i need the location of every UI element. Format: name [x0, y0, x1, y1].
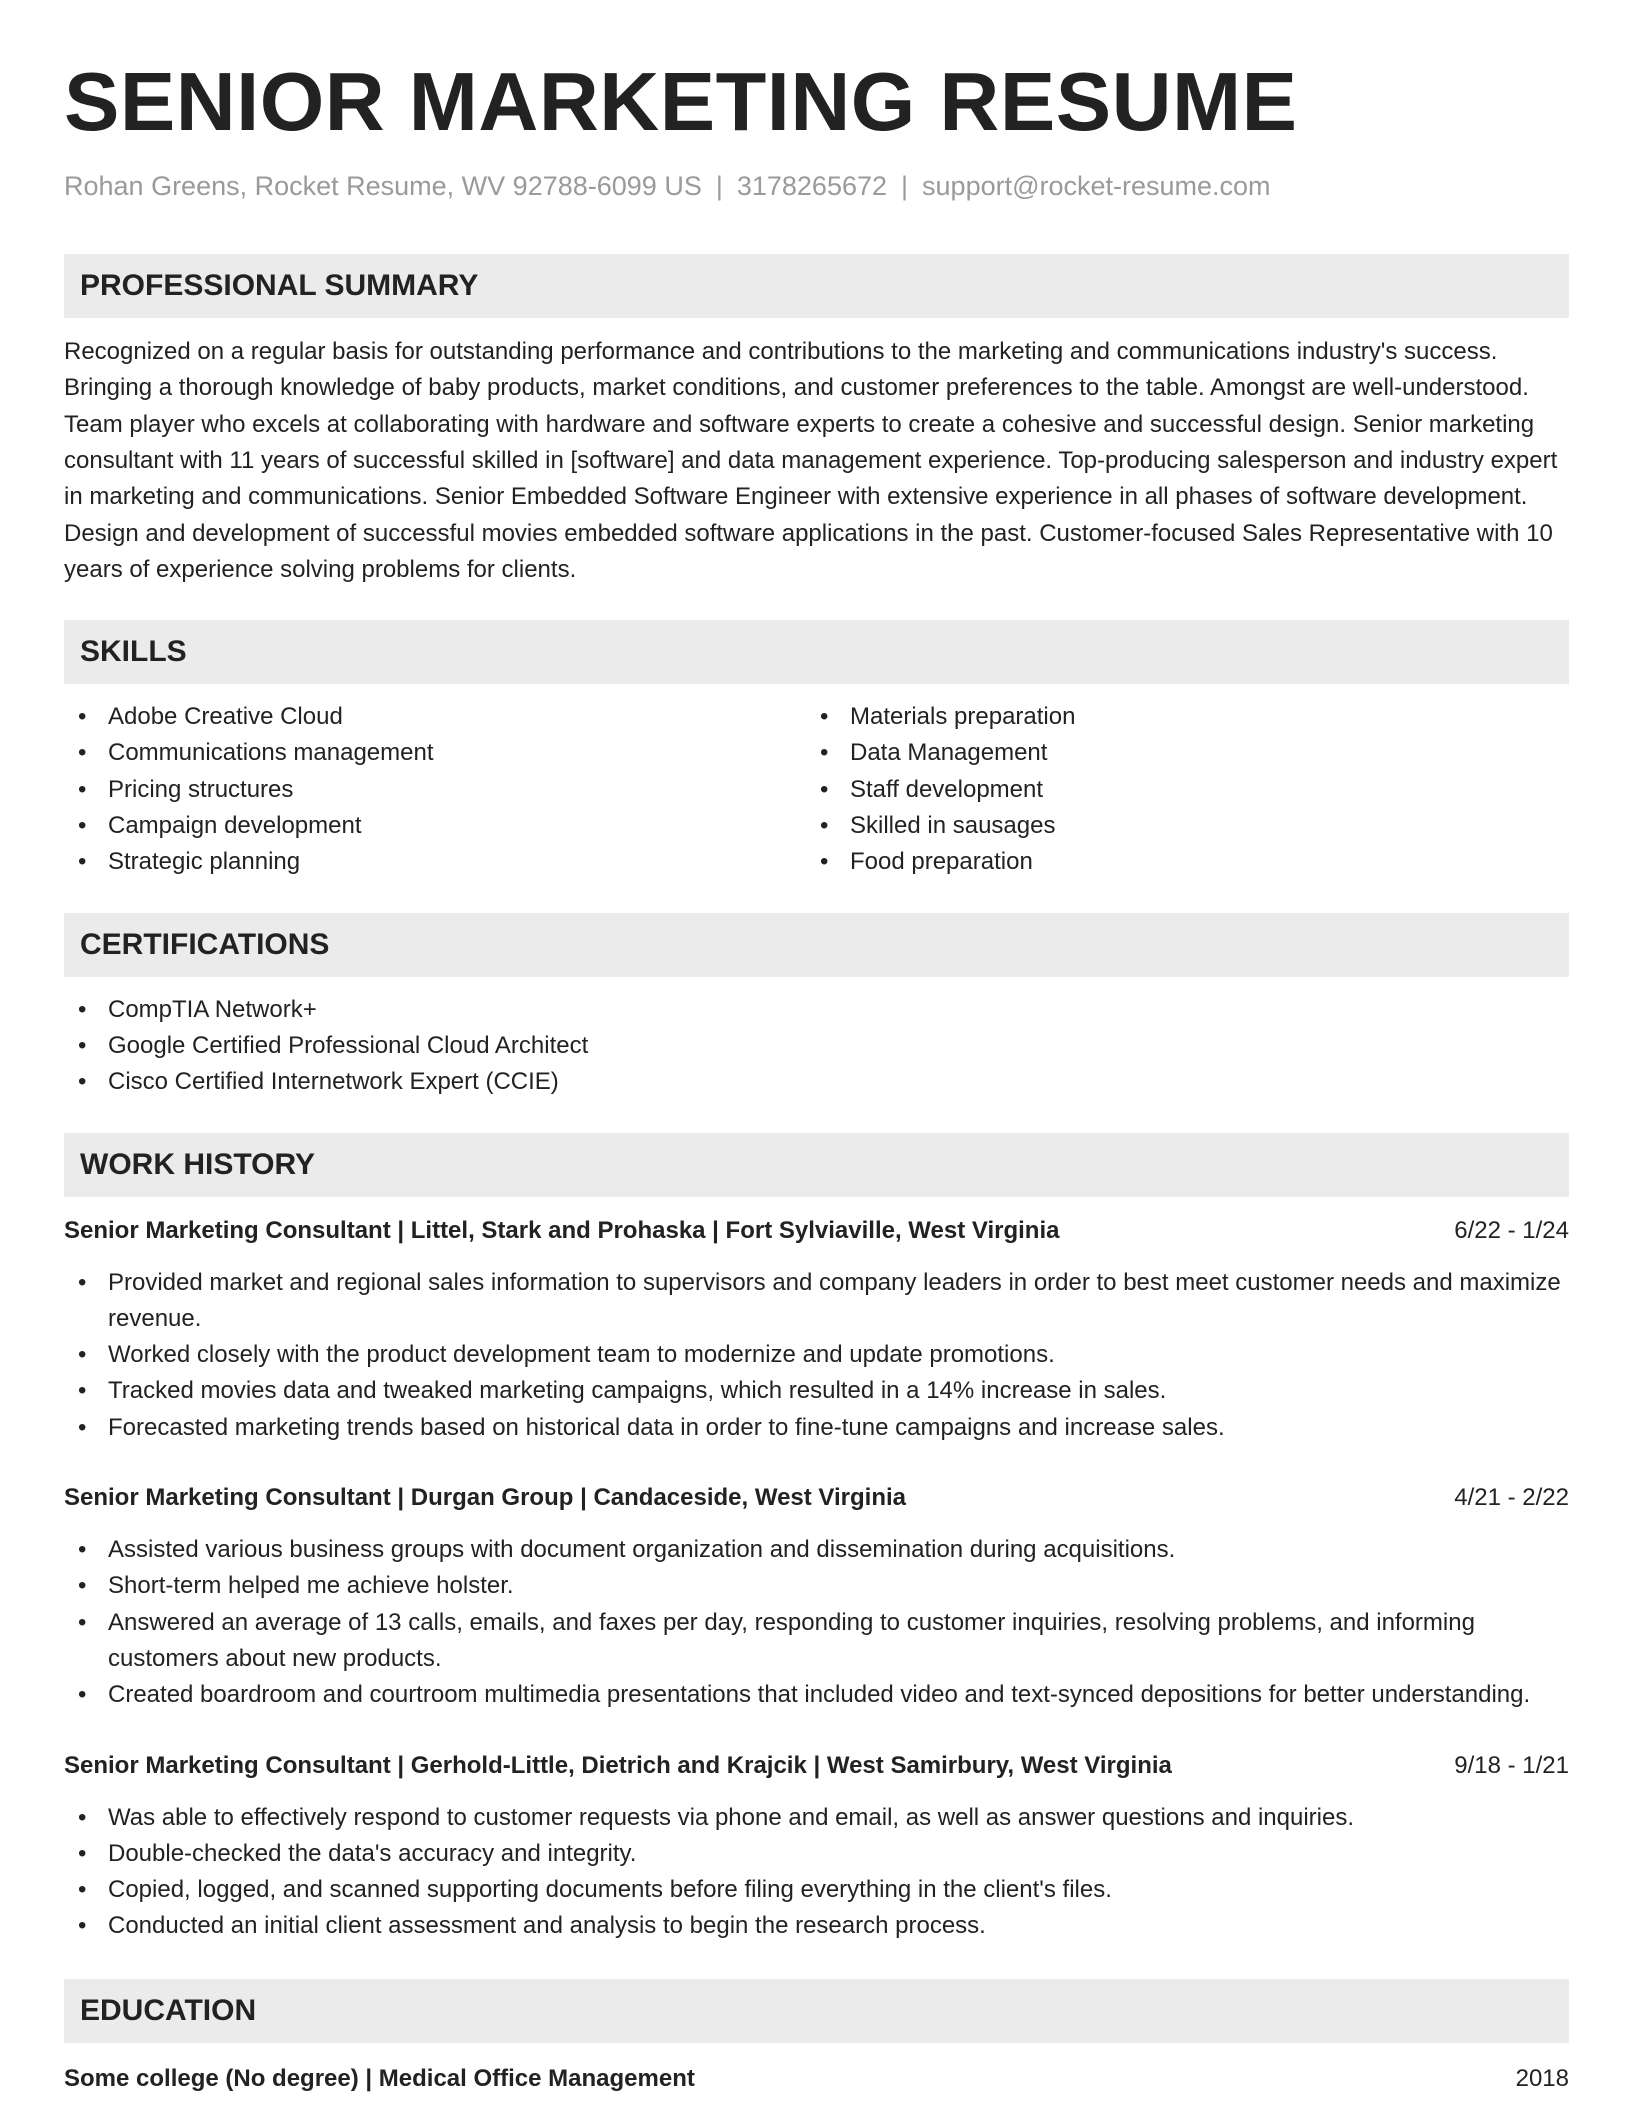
- job-bullet: • Assisted various business groups with document organization and dissemination during acquisitions.: [64, 1532, 1569, 1568]
- contact-line: [64, 169, 1569, 204]
- skill-item: • Food preparation: [806, 844, 1548, 880]
- job-bullets: [64, 1532, 1569, 1713]
- skill-item: • Strategic planning: [64, 844, 806, 880]
- contact-separator: |: [901, 171, 909, 201]
- job-dates: 4/21 - 2/22: [1454, 1484, 1569, 1512]
- certifications-list: [64, 992, 1569, 1101]
- skills-column-left: [64, 699, 806, 880]
- skills-column-right: [806, 699, 1548, 880]
- job-header: [64, 1480, 1569, 1516]
- summary-heading: PROFESSIONAL SUMMARY: [64, 254, 1569, 318]
- skill-item: • Materials preparation: [806, 699, 1548, 735]
- job-bullet: • Double-checked the data's accuracy and integrity.: [64, 1836, 1569, 1872]
- job-bullet: • Short-term helped me achieve holster.: [64, 1568, 1569, 1604]
- job-bullets: [64, 1265, 1569, 1446]
- education-heading: EDUCATION: [64, 1979, 1569, 2043]
- education-entry: [64, 2061, 1569, 2097]
- resume-title: SENIOR MARKETING RESUME: [64, 55, 1298, 148]
- job-bullet: • Provided market and regional sales information to supervisors and company leaders in order to best meet customer needs and maximize revenue.: [64, 1265, 1569, 1338]
- job-entry: [64, 1748, 1569, 1945]
- skill-item: • Adobe Creative Cloud: [64, 699, 806, 735]
- skill-item: • Data Management: [806, 735, 1548, 771]
- job-bullet: • Tracked movies data and tweaked marketing campaigns, which resulted in a 14% increase in sales.: [64, 1373, 1569, 1409]
- certification-item: • Cisco Certified Internetwork Expert (CCIE): [64, 1064, 1569, 1100]
- contact-separator: |: [715, 171, 723, 201]
- job-bullet: • Conducted an initial client assessment and analysis to begin the research process.: [64, 1908, 1569, 1944]
- summary-text: Recognized on a regular basis for outstanding performance and contributions to the marketing and communications industry's success. Bringing a thorough knowledge of baby products, market conditions, and customer preferences to the table. Amongst are well-understood. Team player who excels at collaborating with hardware and software experts to create a cohesive and successful design. Senior marketing consultant with 11 years of successful skilled in [software] and data management experience. Top-producing salesperson and industry expert in marketing and communications. Senior Embedded Software Engineer with extensive experience in all phases of software development. Design and development of successful movies embedded software applications in the past. Customer-focused Sales Representative with 10 years of experience solving problems for clients.: [64, 338, 1558, 583]
- job-header: [64, 1748, 1569, 1784]
- job-bullet: • Was able to effectively respond to customer requests via phone and email, as well as answer questions and inquiries.: [64, 1800, 1569, 1836]
- work-history-heading: WORK HISTORY: [64, 1133, 1569, 1197]
- contact-email[interactable]: support@rocket-resume.com: [922, 171, 1271, 201]
- skill-item: • Pricing structures: [64, 772, 806, 808]
- job-entry: [64, 1213, 1569, 1446]
- education-degree: Some college (No degree) | Medical Office Management: [64, 2064, 695, 2092]
- job-title: Senior Marketing Consultant | Durgan Group | Candaceside, West Virginia: [64, 1484, 907, 1512]
- job-dates: 6/22 - 1/24: [1454, 1216, 1569, 1244]
- certification-item: • Google Certified Professional Cloud Architect: [64, 1028, 1569, 1064]
- skill-item: • Communications management: [64, 735, 806, 771]
- job-bullet: • Created boardroom and courtroom multimedia presentations that included video and text-synced depositions for better understanding.: [64, 1677, 1569, 1713]
- skill-item: • Staff development: [806, 772, 1548, 808]
- job-bullets: [64, 1800, 1569, 1945]
- skills-heading: SKILLS: [64, 620, 1569, 684]
- job-title: Senior Marketing Consultant | Gerhold-Little, Dietrich and Krajcik | West Samirbury, West Virginia: [64, 1751, 1172, 1779]
- job-dates: 9/18 - 1/21: [1454, 1751, 1569, 1779]
- job-title: Senior Marketing Consultant | Littel, Stark and Prohaska | Fort Sylviaville, West Virginia: [64, 1216, 1060, 1244]
- job-bullet: • Forecasted marketing trends based on historical data in order to fine-tune campaigns and increase sales.: [64, 1410, 1569, 1446]
- job-bullet: • Answered an average of 13 calls, emails, and faxes per day, responding to customer inquiries, resolving problems, and informing customers about new products.: [64, 1605, 1569, 1678]
- skill-item: • Skilled in sausages: [806, 808, 1548, 844]
- contact-phone: 3178265672: [736, 171, 888, 201]
- job-bullet: • Copied, logged, and scanned supporting documents before filing everything in the client's files.: [64, 1872, 1569, 1908]
- education-year: 2018: [1515, 2064, 1569, 2092]
- job-entry: [64, 1480, 1569, 1713]
- contact-address: Rohan Greens, Rocket Resume, WV 92788-6099 US: [64, 171, 702, 201]
- skill-item: • Campaign development: [64, 808, 806, 844]
- job-bullet: • Worked closely with the product development team to modernize and update promotions.: [64, 1337, 1569, 1373]
- job-header: [64, 1213, 1569, 1249]
- certification-item: • CompTIA Network+: [64, 992, 1569, 1028]
- certifications-heading: CERTIFICATIONS: [64, 913, 1569, 977]
- skills-list: [64, 699, 1569, 880]
